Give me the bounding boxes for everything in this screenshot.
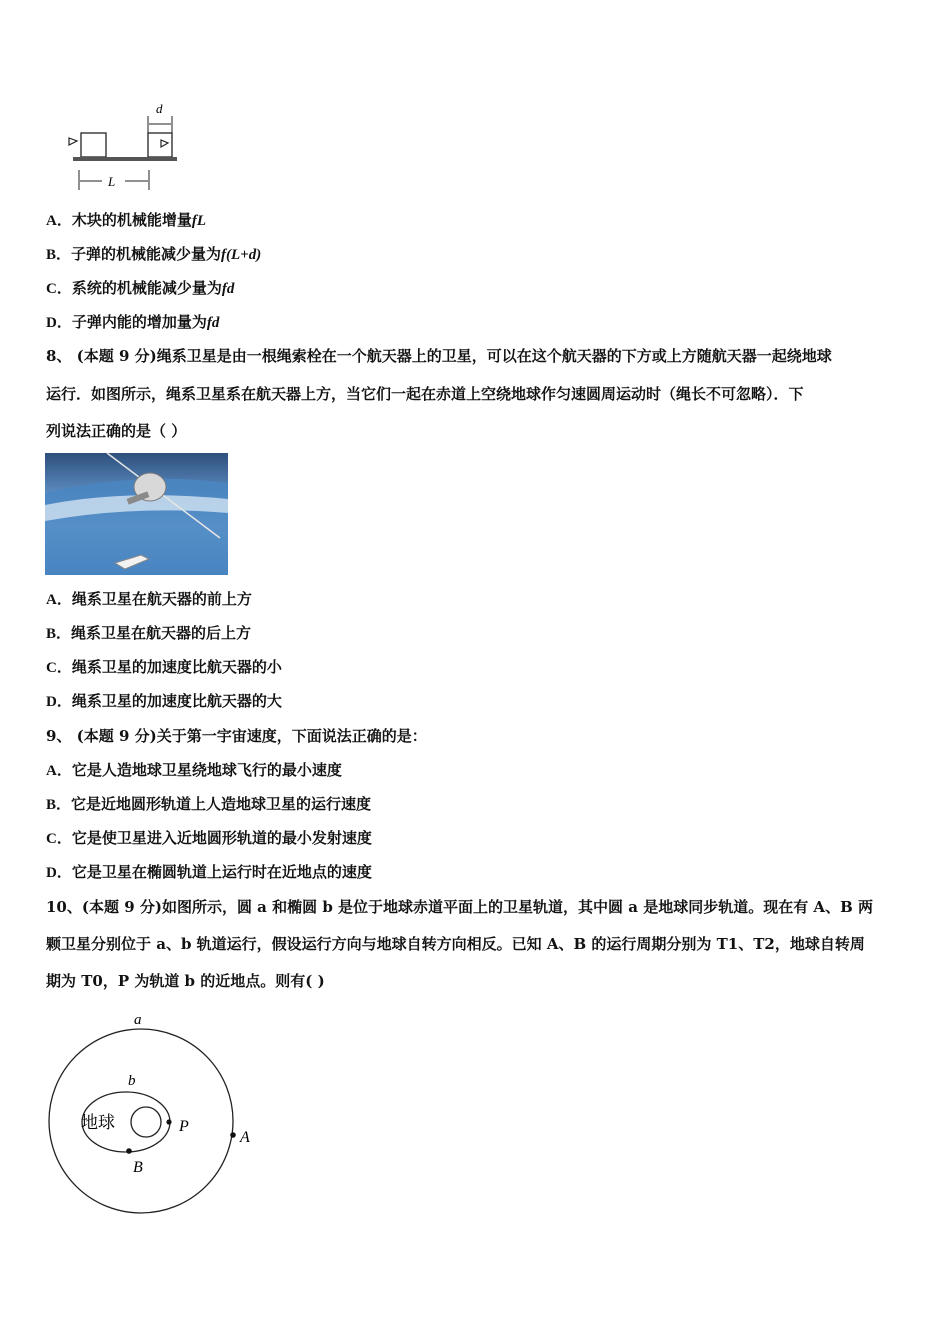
- satellite-A: [230, 1132, 236, 1138]
- label-d: d: [156, 101, 163, 116]
- q10-stem-line2: 颗卫星分别位于 a、b 轨道运行，假设运行方向与地球自转方向相反。已知 A、B 的运行周期分别为 T1、T2，地球自转周: [46, 935, 865, 953]
- q9-option-d: D．它是卫星在椭圆轨道上运行时在近地点的速度: [46, 863, 372, 881]
- earth-circle: [131, 1107, 161, 1137]
- q8-option-b: B．绳系卫星在航天器的后上方: [46, 624, 252, 642]
- q10-stem-line3: 期为 T0，P 为轨道 b 的近地点。则有( ): [46, 972, 325, 990]
- ground-surface: [73, 157, 177, 161]
- label-earth: 地球: [81, 1113, 115, 1133]
- q9-option-c: C．它是使卫星进入近地圆形轨道的最小发射速度: [46, 829, 372, 847]
- left-block: [81, 133, 106, 157]
- q9-stem: 9、 (本题 9 分)关于第一宇宙速度，下面说法正确的是：: [46, 727, 427, 745]
- right-block: [148, 133, 172, 157]
- label-B: B: [133, 1159, 143, 1176]
- q8-stem-line3: 列说法正确的是（ ）: [46, 422, 187, 440]
- q9-option-b: B．它是近地圆形轨道上人造地球卫星的运行速度: [46, 795, 372, 813]
- label-a: a: [134, 1012, 142, 1028]
- q8-stem-line1: 8、 (本题 9 分)绳系卫星是由一根绳索栓在一个航天器上的卫星，可以在这个航天器的下方或上方随航天器一起绕地球: [46, 347, 832, 365]
- label-L: L: [108, 174, 116, 189]
- bullet-left-icon: [69, 138, 77, 145]
- label-b: b: [128, 1073, 136, 1089]
- q7-option-c: C．系统的机械能减少量为fd: [46, 279, 235, 297]
- q9-option-a: A．它是人造地球卫星绕地球飞行的最小速度: [46, 761, 342, 779]
- q7-option-a: A．木块的机械能增量fL: [46, 211, 207, 229]
- q8-stem-line2: 运行．如图所示，绳系卫星系在航天器上方，当它们一起在赤道上空绕地球作匀速圆周运动时（绳长不可忽略）．下: [46, 385, 804, 403]
- orbit-diagram: [45, 1008, 265, 1218]
- block-bullet-figure: [60, 100, 190, 195]
- q10-stem-line1: 10、(本题 9 分)如图所示，圆 a 和椭圆 b 是位于地球赤道平面上的卫星轨道，其中圆 a 是地球同步轨道。现在有 A、B 两: [46, 898, 873, 916]
- satellite-B: [126, 1148, 132, 1154]
- q8-option-c: C．绳系卫星的加速度比航天器的小: [46, 658, 282, 676]
- q7-option-d: D．子弹内能的增加量为fd: [46, 313, 220, 331]
- tethered-satellite-photo: [45, 453, 228, 575]
- label-A: A: [240, 1129, 250, 1146]
- orbit-a-circle: [49, 1029, 233, 1213]
- q8-option-d: D．绳系卫星的加速度比航天器的大: [46, 692, 282, 710]
- label-P: P: [179, 1118, 189, 1135]
- q8-option-a: A．绳系卫星在航天器的前上方: [46, 590, 252, 608]
- q7-option-b: B．子弹的机械能减少量为f(L+d): [46, 245, 262, 263]
- point-P: [166, 1119, 171, 1124]
